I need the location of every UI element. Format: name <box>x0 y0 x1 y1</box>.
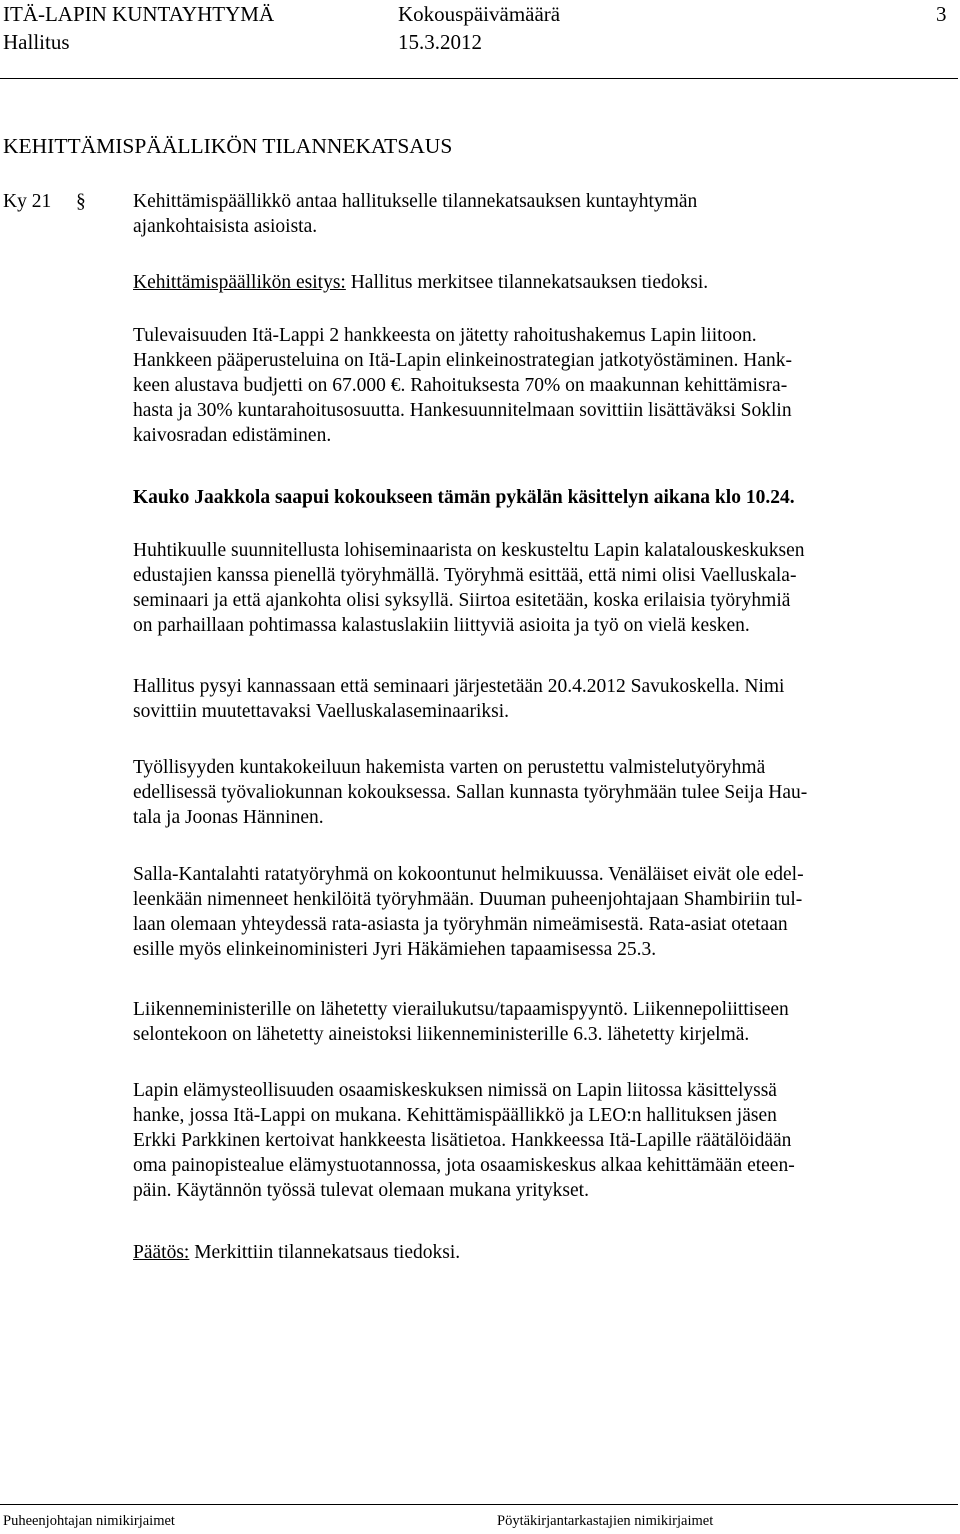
paragraph-employment <box>133 755 958 830</box>
header-body-name: Hallitus <box>3 30 70 54</box>
intro-paragraph <box>133 189 958 239</box>
paragraph-line: Hallitus pysyi kannassaan että seminaari järjestetään 20.4.2012 Savukoskella. Nimi <box>133 676 785 697</box>
paragraph-line: hanke, jossa Itä-Lappi on mukana. Kehittämispäällikkö ja LEO:n hallituksen jäsen <box>133 1105 777 1126</box>
paragraph-line: leenkään nimenneet henkilöitä työryhmään. Duuman puheenjohtajaan Shambiriin tul- <box>133 889 803 910</box>
paragraph-line: selontekoon on lähetetty aineistoksi liikenneministerille 6.3. lähetetty kirjelmä. <box>133 1024 750 1045</box>
section-sign: § <box>76 191 86 212</box>
intro-line: Kehittämispäällikkö antaa hallitukselle tilannekatsauksen kuntayhtymän <box>133 191 698 212</box>
proposal-label: Kehittämispäällikön esitys: <box>133 272 346 293</box>
paragraph-line: laan olemaan yhteydessä rata-asiasta ja työryhmän nimeämisestä. Rata-asiat otetaan <box>133 914 788 935</box>
paragraph-line: sovittiin muutettavaksi Vaelluskalaseminaariksi. <box>133 701 510 722</box>
paragraph-line: keen alustava budjetti on 67.000 €. Rahoituksesta 70% on maakunnan kehittämisra- <box>133 375 788 396</box>
proposal-paragraph <box>133 270 958 295</box>
paragraph-experience-industry <box>133 1078 958 1203</box>
paragraph-line: seminaari ja että ajankohta olisi syksyllä. Siirtoa esitetään, koska erilaisia työryhmiä <box>133 590 791 611</box>
paragraph-line: kaivosradan edistäminen. <box>133 425 332 446</box>
paragraph-line: edustajien kanssa pienellä työryhmällä. Työryhmä esittää, että nimi olisi Vaelluskala- <box>133 565 797 586</box>
paragraph-line: Liikenneministerille on lähetetty vierailukutsu/tapaamispyyntö. Liikennepoliittiseen <box>133 999 789 1020</box>
intro-line: ajankohtaisista asioista. <box>133 216 318 237</box>
item-number: Ky 21 <box>3 191 52 212</box>
footer-examiners-initials: Pöytäkirjantarkastajien nimikirjaimet <box>497 1513 714 1529</box>
proposal-text: Hallitus merkitsee tilannekatsauksen tiedoksi. <box>345 272 709 293</box>
header-meeting-date-label: Kokouspäivämäärä <box>398 2 561 26</box>
decision-text: Merkittiin tilannekatsaus tiedoksi. <box>189 1242 461 1263</box>
paragraph-line: Lapin elämysteollisuuden osaamiskeskuksen nimissä on Lapin liitossa käsittelyssä <box>133 1080 777 1101</box>
footer-chair-initials: Puheenjohtajan nimikirjaimet <box>3 1513 175 1529</box>
paragraph-line: Salla-Kantalahti ratatyöryhmä on kokoontunut helmikuussa. Venäläiset eivät ole edel- <box>133 864 804 885</box>
paragraph-line: Tulevaisuuden Itä-Lappi 2 hankkeesta on jätetty rahoitushakemus Lapin liitoon. <box>133 325 757 346</box>
decision-paragraph <box>133 1240 958 1265</box>
paragraph-line: oma painopistealue elämystuotannossa, jota osaamiskeskus alkaa kehittämään eteen- <box>133 1155 795 1176</box>
paragraph-line: Huhtikuulle suunnitellusta lohiseminaarista on keskusteltu Lapin kalatalouskeskuksen <box>133 540 805 561</box>
footer-divider <box>0 1504 958 1505</box>
header-date: 15.3.2012 <box>398 30 482 54</box>
header-page-number: 3 <box>936 2 947 26</box>
bold-note: Kauko Jaakkola saapui kokoukseen tämän pykälän käsittelyn aikana klo 10.24. <box>133 487 795 508</box>
decision-label: Päätös: <box>133 1242 190 1263</box>
paragraph-line: hasta ja 30% kuntarahoitusosuutta. Hankesuunnitelmaan sovittiin lisättäväksi Soklin <box>133 400 792 421</box>
paragraph-board-decision <box>133 674 958 724</box>
header-divider <box>0 78 958 79</box>
paragraph-line: Hankkeen pääperusteluina on Itä-Lapin elinkeinostrategian jatkotyöstäminen. Hank- <box>133 350 792 371</box>
paragraph-line: tala ja Joonas Hänninen. <box>133 807 324 828</box>
paragraph-seminar <box>133 538 958 638</box>
paragraph-line: Työllisyyden kuntakokeiluun hakemista varten on perustettu valmistelutyöryhmä <box>133 757 766 778</box>
paragraph-ministry <box>133 997 958 1047</box>
paragraph-line: Erkki Parkkinen kertoivat hankkeesta lisätietoa. Hankkeessa Itä-Lapille räätälöidään <box>133 1130 792 1151</box>
section-title: KEHITTÄMISPÄÄLLIKÖN TILANNEKATSAUS <box>3 134 453 158</box>
paragraph-line: edellisessä työvaliokunnan kokouksessa. Sallan kunnasta työryhmään tulee Seija Hau- <box>133 782 808 803</box>
header-org: ITÄ-LAPIN KUNTAYHTYMÄ <box>3 2 275 26</box>
paragraph-line: päin. Käytännön työssä tulevat olemaan mukana yritykset. <box>133 1180 589 1201</box>
paragraph-railway <box>133 862 958 962</box>
paragraph-line: on parhaillaan pohtimassa kalastuslakiin liittyviä asioita ja työ on vielä kesken. <box>133 615 750 636</box>
paragraph-line: esille myös elinkeinoministeri Jyri Häkämiehen tapaamisessa 25.3. <box>133 939 657 960</box>
paragraph-project <box>133 323 958 448</box>
